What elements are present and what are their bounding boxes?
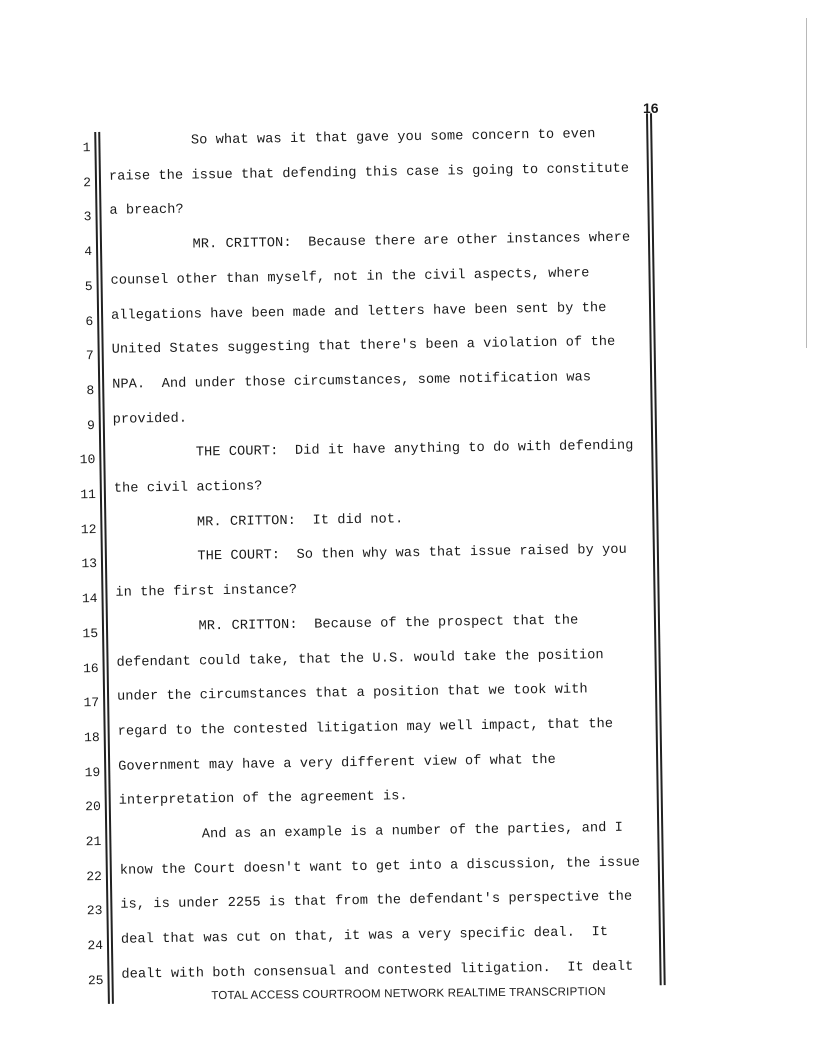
line-text: in the first instance? [115,582,298,601]
line-text: So what was it that gave you some concern to even [108,127,596,150]
line-number: 16 [82,660,99,676]
line-text: is, is under 2255 is that from the defendant's perspective the [120,890,633,914]
line-number: 19 [84,764,101,780]
line-text: a breach? [109,203,184,220]
transcript-line [0,109,660,156]
line-number: 15 [82,625,99,642]
line-number: 20 [85,799,101,815]
line-text: the civil actions? [113,479,263,497]
line-text: know the Court doesn't want to get into a discussion, the issue [119,855,641,879]
line-number: 5 [84,278,93,294]
line-number: 3 [83,209,92,225]
line-text: dealt with both consensual and contested litigation. It dealt [121,959,634,983]
line-text: regard to the contested litigation may well impact, that the [117,716,614,740]
line-text: MR. CRITTON: Because of the prospect that the [115,613,579,636]
line-text: THE COURT: So then why was that issue raised by you [114,543,627,567]
line-text: allegations have been made and letters have been sent by the [110,300,607,324]
line-text: MR. CRITTON: It did not. [114,511,404,532]
transcript-body [0,107,817,1000]
line-text: MR. CRITTON: Because there are other instances where [109,230,631,254]
line-number: 4 [84,244,93,260]
line-text: NPA. And under those circumstances, some notification was [112,370,592,393]
line-text: raise the issue that defending this case is going to constitute [108,161,630,185]
footer-caption: TOTAL ACCESS COURTROOM NETWORK REALTIME TRANSCRIPTION [211,985,606,1003]
line-number: 12 [80,521,97,537]
line-number: 25 [87,972,104,989]
line-text: under the circumstances that a position that we took with [116,682,588,705]
line-number: 22 [86,868,103,884]
line-number: 14 [81,591,98,607]
transcript-lines [0,107,817,989]
line-number: 1 [82,140,91,156]
line-number: 23 [86,903,103,919]
line-text: deal that was cut on that, it was a very specific deal. It [120,925,609,948]
line-number: 6 [85,313,94,329]
line-text: interpretation of the agreement is. [118,789,408,810]
line-text: And as an example is a number of the parties, and I [119,820,624,844]
line-number: 18 [84,729,100,746]
line-text: THE COURT: Did it have anything to do with defending [113,438,634,463]
page-number: 16 [643,100,659,116]
line-number: 7 [85,348,94,364]
line-text: Government may have a very different view of what the [118,752,556,775]
line-text: counsel other than myself, not in the civil aspects, where [110,266,590,289]
line-number: 10 [79,452,96,468]
line-number: 21 [85,833,102,850]
line-text: United States suggesting that there's been a violation of the [111,335,616,358]
line-text: defendant could take, that the U.S. would take the position [116,647,604,671]
line-number: 8 [86,382,95,399]
line-text: provided. [112,411,188,428]
line-number: 13 [81,556,98,572]
line-number: 11 [80,487,97,503]
line-number: 24 [87,938,104,954]
line-number: 17 [83,695,100,711]
line-number: 2 [83,174,92,190]
line-number: 9 [86,417,95,433]
